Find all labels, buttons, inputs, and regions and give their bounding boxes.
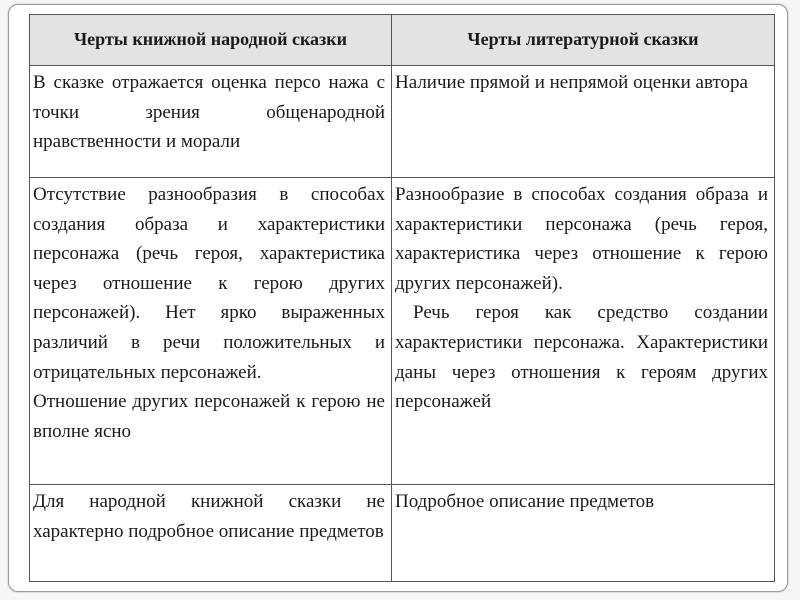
cell-literary bbox=[392, 66, 775, 178]
cell-text: Наличие прямой и непрямой оценки автора bbox=[395, 72, 748, 93]
header-folk-tale: Черты книжной народной сказки bbox=[30, 15, 392, 66]
cell-text: В сказке отражается оценка персо нажа с точки зрения общенародной нравственности и морали bbox=[33, 72, 385, 153]
cell-text: Речь героя как средство создании характеристики персонажа. Характеристики даны через отношения к героям других персонажей bbox=[395, 302, 768, 413]
cell-folk bbox=[30, 178, 392, 485]
table-row bbox=[30, 485, 775, 582]
cell-text: Подробное описание предметов bbox=[395, 491, 655, 512]
cell-literary bbox=[392, 485, 775, 582]
cell-text: Отношение других персонажей к герою не вполне ясно bbox=[33, 391, 385, 442]
cell-folk bbox=[30, 485, 392, 582]
cell-text: Отсутствие разнообразия в способах создания образа и характеристики персонажа (речь героя, характеристика через отношение к герою других персонажей). Нет ярко выраженных различий в речи положительных и отрицательных персонажей. bbox=[33, 184, 385, 383]
table-row bbox=[30, 66, 775, 178]
cell-literary bbox=[392, 178, 775, 485]
header-literary-tale: Черты литературной сказки bbox=[392, 15, 775, 66]
header-row bbox=[30, 15, 775, 66]
cell-text: Для народной книжной сказки не характерно подробное описание предметов bbox=[33, 491, 385, 542]
comparison-table bbox=[29, 14, 775, 582]
table-row bbox=[30, 178, 775, 485]
cell-text: Разнообразие в способах создания образа и характеристики персонажа (речь героя, характеристика через отношение к герою других персонажей). bbox=[395, 184, 768, 294]
cell-folk bbox=[30, 66, 392, 178]
